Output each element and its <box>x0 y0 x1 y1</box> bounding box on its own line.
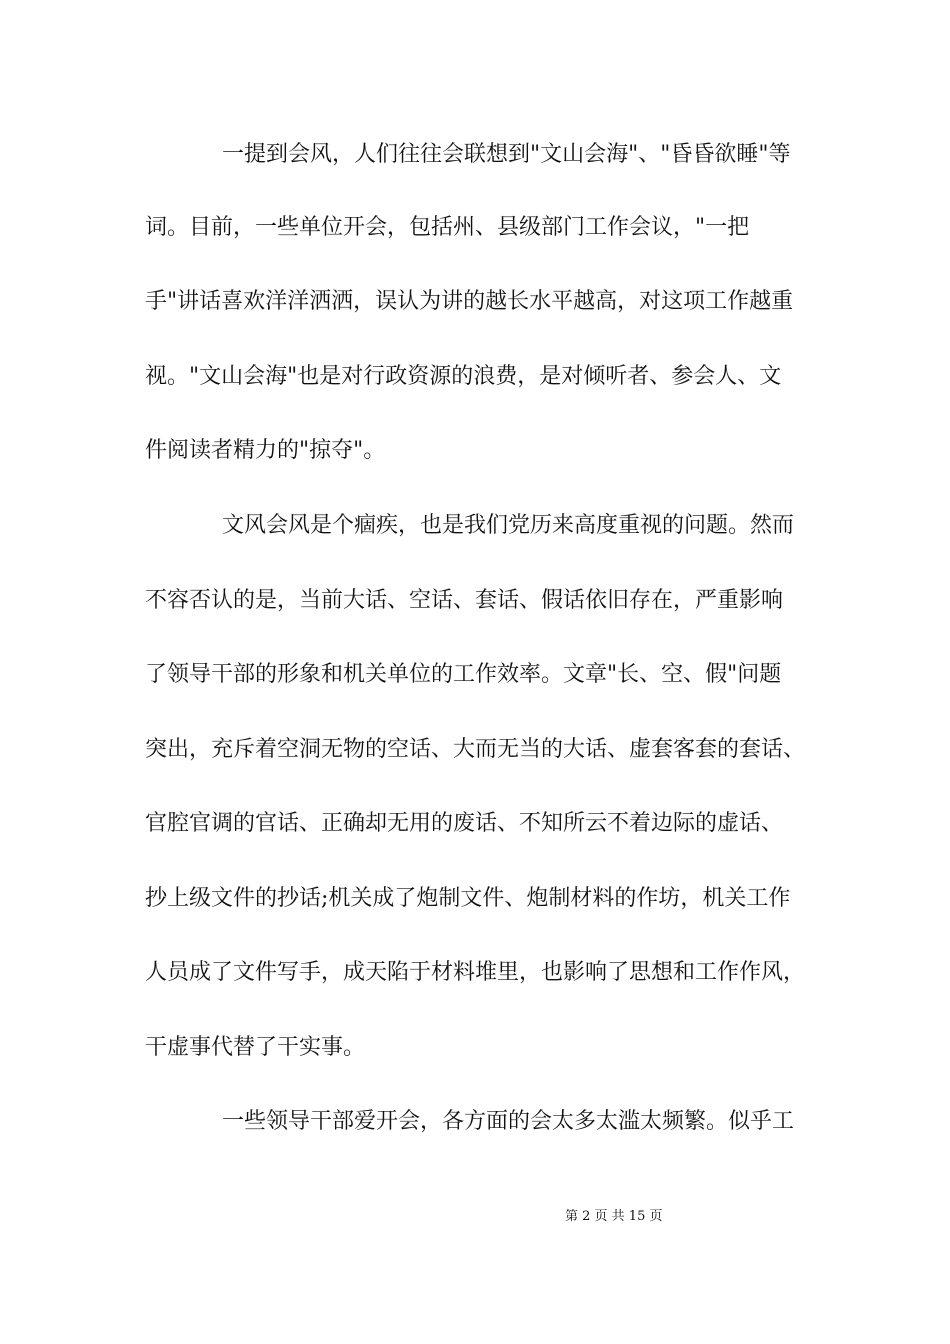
text-line: 突出，充斥着空洞无物的空话、大而无当的大话、虚套客套的套话、 <box>145 737 806 762</box>
page-number-footer: 第 2 页 共 15 页 <box>565 1209 663 1224</box>
text-line: 一些领导干部爱开会，各方面的会太多太滥太频繁。似乎工 <box>222 1109 795 1134</box>
text-line: 官腔官调的官话、正确却无用的废话、不知所云不着边际的虚话、 <box>145 811 784 836</box>
text-line: 件阅读者精力的"掠夺"。 <box>145 438 386 463</box>
text-line: 抄上级文件的抄话;机关成了炮制文件、炮制材料的作坊，机关工作 <box>145 886 791 911</box>
text-line: 视。"文山会海"也是对行政资源的浪费，是对倾听者、参会人、文 <box>145 364 782 389</box>
text-line: 了领导干部的形象和机关单位的工作效率。文章"长、空、假"问题 <box>145 662 782 687</box>
text-line: 人员成了文件写手，成天陷于材料堆里，也影响了思想和工作作风， <box>145 960 806 985</box>
text-line: 词。目前，一些单位开会，包括州、县级部门工作会议，"一把 <box>145 215 750 240</box>
text-line: 手"讲话喜欢洋洋洒洒，误认为讲的越长水平越高，对这项工作越重 <box>145 289 794 314</box>
text-line: 不容否认的是，当前大话、空话、套话、假话依旧存在，严重影响 <box>145 588 784 613</box>
text-line: 一提到会风，人们往往会联想到"文山会海"、"昏昏欲睡"等 <box>222 142 791 167</box>
text-line: 文风会风是个痼疾，也是我们党历来高度重视的问题。然而 <box>222 513 795 538</box>
text-line: 干虚事代替了干实事。 <box>145 1035 366 1060</box>
